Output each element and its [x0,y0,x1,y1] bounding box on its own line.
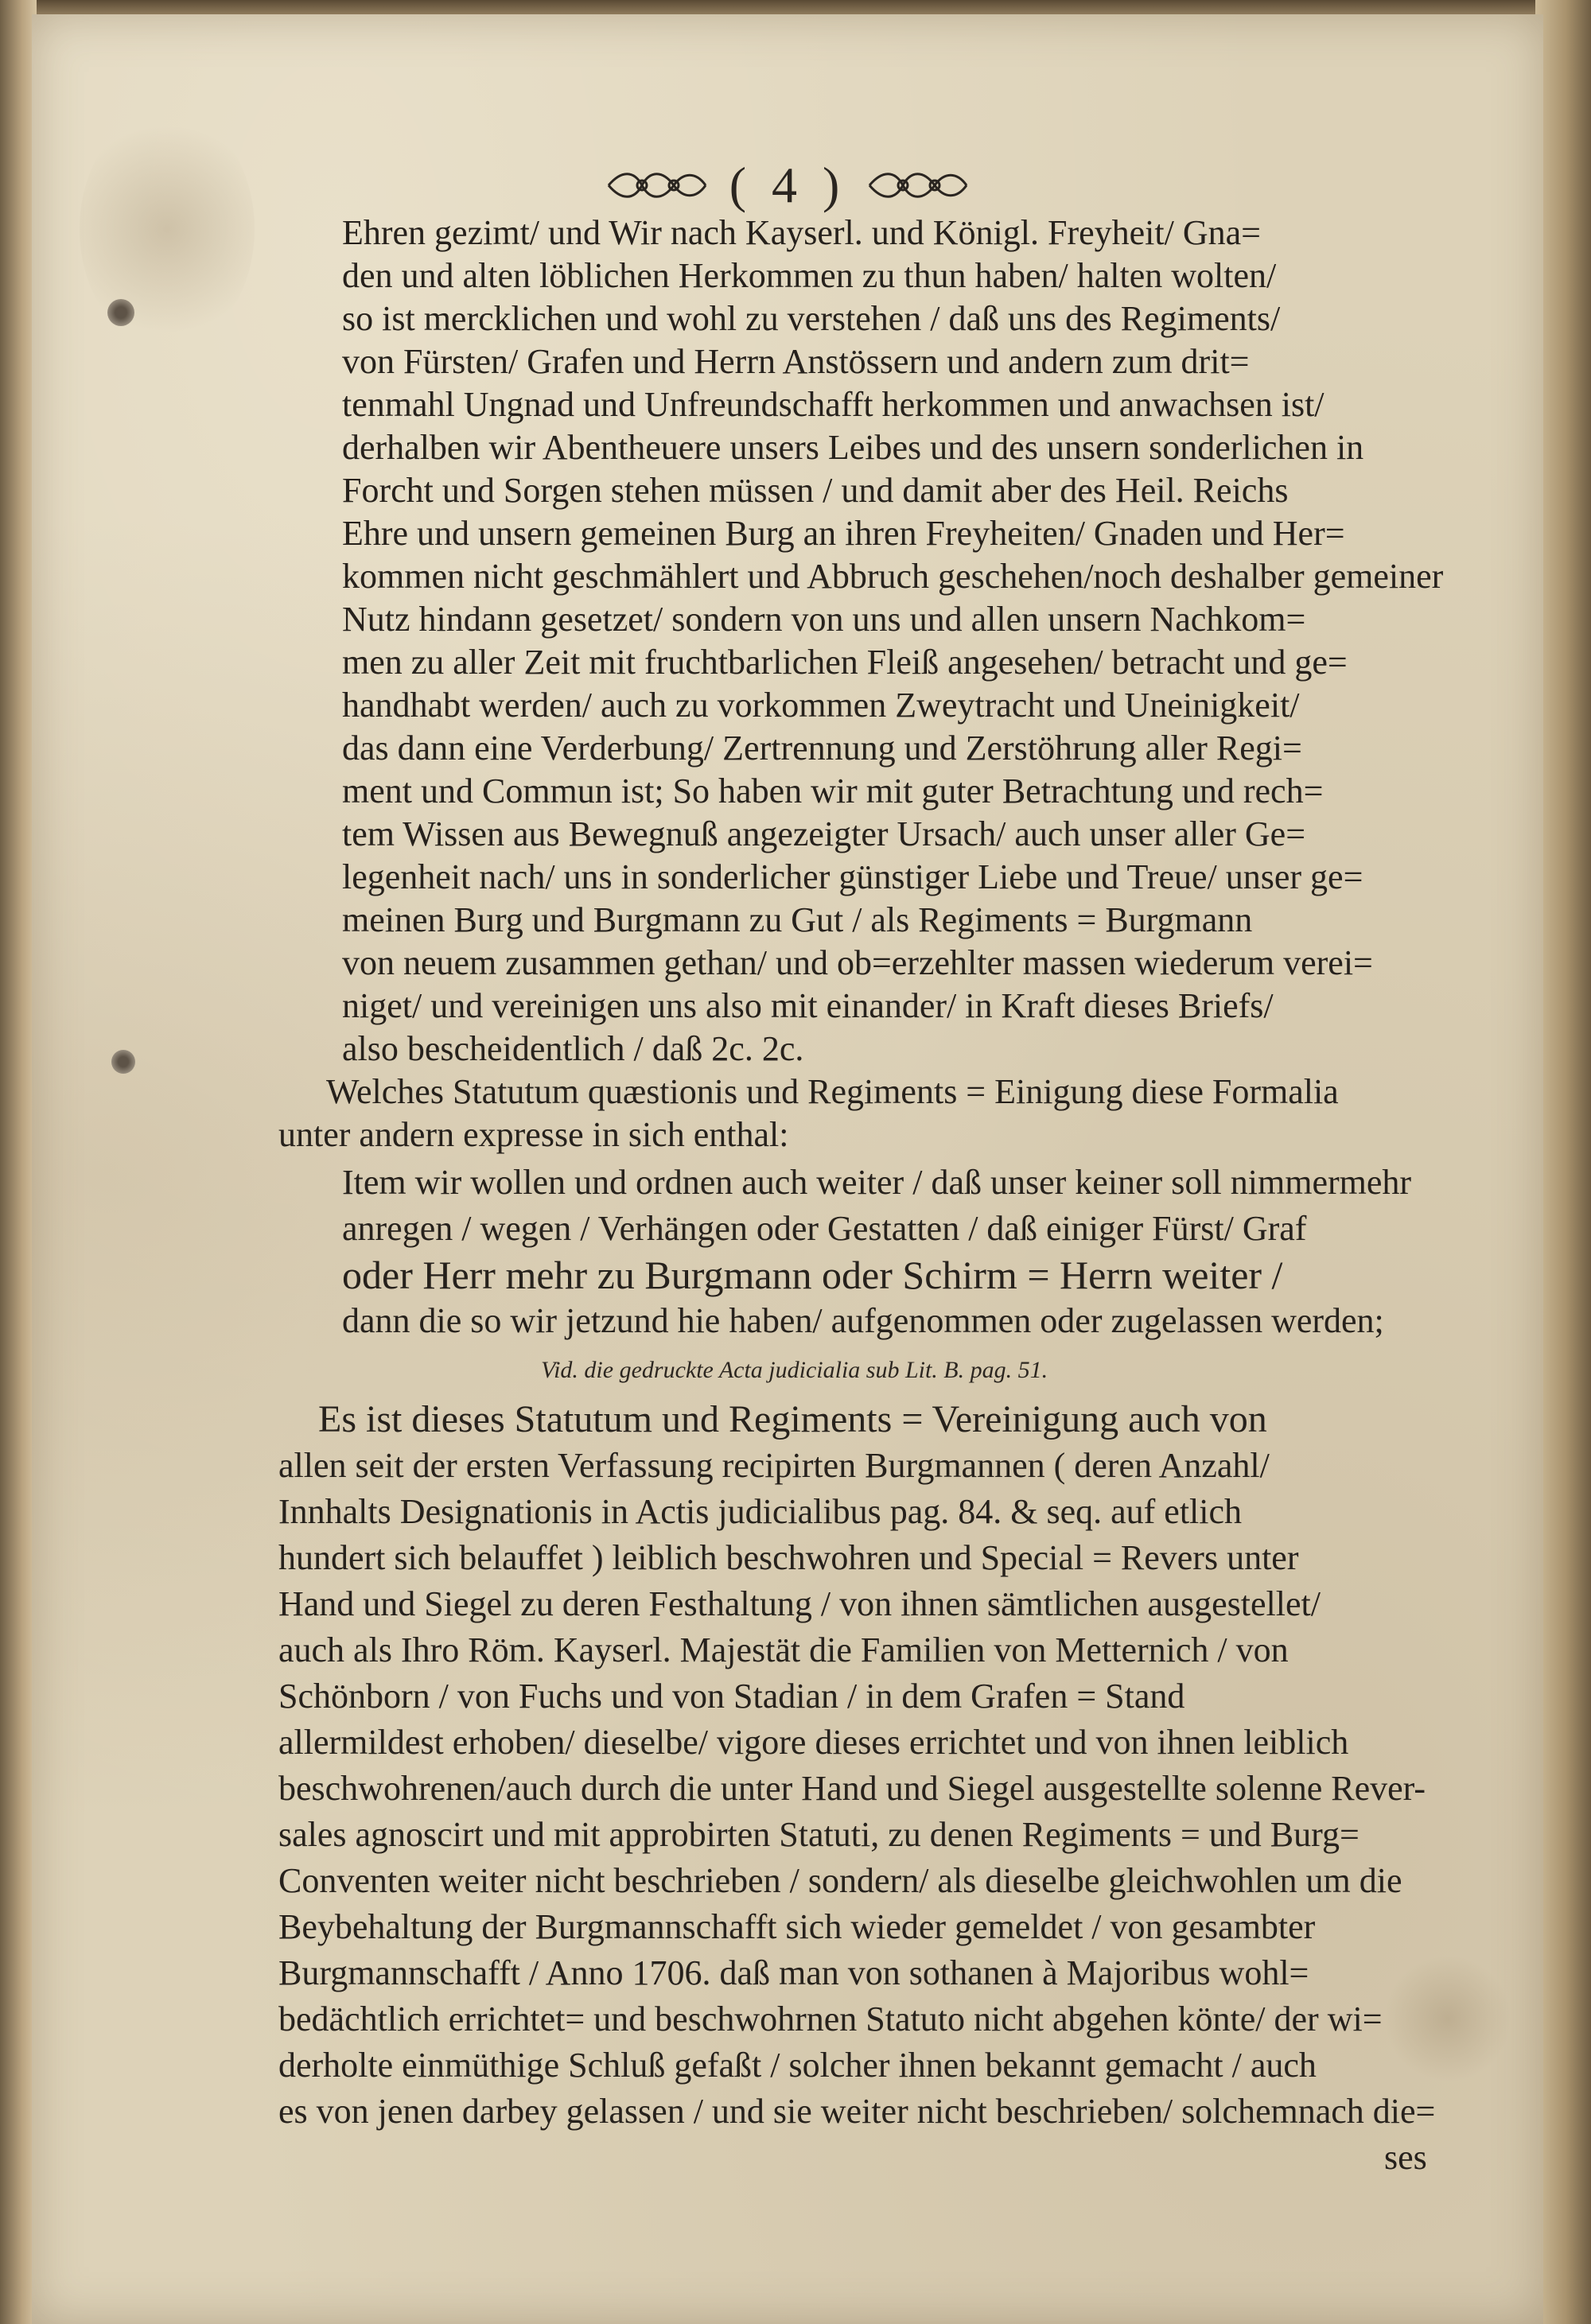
text-line: derhalben wir Abentheuere unsers Leibes und des unsern sonderlichen in [342,428,1364,467]
text-line: tem Wissen aus Bewegnuß angezeigter Ursach/ auch unser aller Ge= [342,814,1306,853]
text-line: unter andern expresse in sich enthal: [278,1115,789,1154]
page-header [32,156,1543,215]
text-line: Es ist dieses Statutum und Regiments = Vereinigung auch von [318,1398,1267,1440]
text-line: kommen nicht geschmählert und Abbruch geschehen/noch deshalber gemeiner [342,557,1444,596]
text-line: sales agnoscirt und mit approbirten Statuti, zu denen Regiments = und Burg= [278,1815,1360,1854]
text-line: niget/ und vereinigen uns also mit einander/ in Kraft dieses Briefs/ [342,986,1274,1025]
text-line: von Fürsten/ Grafen und Herrn Anstössern und andern zum drit= [342,342,1250,381]
page-number: ( 4 ) [729,157,846,213]
text-line: men zu aller Zeit mit fruchtbarlichen Fleiß angesehen/ betracht und ge= [342,643,1348,682]
text-line: es von jenen darbey gelassen / und sie weiter nicht beschrieben/ solchemnach die= [278,2092,1436,2131]
text-line: oder Herr mehr zu Burgmann oder Schirm = Herrn weiter / [342,1253,1283,1297]
paper-sheet [32,14,1543,2324]
text-line: hundert sich belauffet ) leiblich beschwohren und Special = Revers unter [278,1538,1299,1577]
ornament-left-icon [605,164,709,207]
text-line: Item wir wollen und ordnen auch weiter / daß unser keiner soll nimmermehr [342,1163,1412,1202]
text-line: bedächtlich errichtet= und beschwohrnen Statuto nicht abgehen könte/ der wi= [278,1999,1383,2038]
text-line: Ehre und unsern gemeinen Burg an ihren Freyheiten/ Gnaden und Her= [342,514,1345,553]
text-line: allen seit der ersten Verfassung recipirten Burgmannen ( deren Anzahl/ [278,1446,1270,1485]
ornament-right-icon [866,164,970,207]
text-line: derholte einmüthige Schluß gefaßt / solcher ihnen bekannt gemacht / auch [278,2046,1317,2085]
text-line: so ist mercklichen und wohl zu verstehen / daß uns des Regiments/ [342,299,1281,338]
text-line: Ehren gezimt/ und Wir nach Kayserl. und Königl. Freyheit/ Gna= [342,213,1261,252]
text-line: also bescheidentlich / daß 2c. 2c. [342,1029,804,1068]
text-line: das dann eine Verderbung/ Zertrennung und Zerstöhrung aller Regi= [342,729,1302,768]
text-line: ment und Commun ist; So haben wir mit guter Betrachtung und rech= [342,771,1324,810]
book-right-edge [1535,0,1591,2324]
text-line: Forcht und Sorgen stehen müssen / und damit aber des Heil. Reichs [342,471,1289,510]
text-line: meinen Burg und Burgmann zu Gut / als Regiments = Burgmann [342,900,1253,939]
text-line: legenheit nach/ uns in sonderlicher günstiger Liebe und Treue/ unser ge= [342,857,1363,896]
text-line: Beybehaltung der Burgmannschafft sich wieder gemeldet / von gesambter [278,1907,1316,1946]
text-line: tenmahl Ungnad und Unfreundschafft herkommen und anwachsen ist/ [342,385,1325,424]
text-line: Nutz hindann gesetzet/ sondern von uns und allen unsern Nachkom= [342,600,1306,639]
text-line: Schönborn / von Fuchs und von Stadian / in dem Grafen = Stand [278,1677,1185,1716]
text-line: anregen / wegen / Verhängen oder Gestatten / daß einiger Fürst/ Graf [342,1209,1307,1248]
text-line: allermildest erhoben/ dieselbe/ vigore dieses errichtet und von ihnen leiblich [278,1723,1349,1762]
text-line: Welches Statutum quæstionis und Regiments = Einigung diese Formalia [326,1072,1339,1111]
text-line: auch als Ihro Röm. Kayserl. Majestät die Familien von Metternich / von [278,1630,1289,1669]
text-line: den und alten löblichen Herkommen zu thun haben/ halten wolten/ [342,256,1277,295]
paper-stain [80,110,255,348]
text-line: Hand und Siegel zu deren Festhaltung / von ihnen sämtlichen ausgestellet/ [278,1584,1321,1623]
text-line: dann die so wir jetzund hie haben/ aufgenommen oder zugelassen werden; [342,1301,1384,1340]
text-line: Burgmannschafft / Anno 1706. daß man von sothanen à Majoribus wohl= [278,1953,1309,1992]
paper-stain [1384,1955,1511,2082]
text-line: Innhalts Designationis in Actis judicialibus pag. 84. & seq. auf etlich [278,1492,1243,1531]
text-line: handhabt werden/ auch zu vorkommen Zweytracht und Uneinigkeit/ [342,686,1300,725]
text-line: von neuem zusammen gethan/ und ob=erzehlter massen wiederum verei= [342,943,1373,982]
text-line: Conventen weiter nicht beschrieben / sondern/ als dieselbe gleichwohlen um die [278,1861,1402,1900]
citation: Vid. die gedruckte Acta judicialia sub Lit. B. pag. 51. [541,1357,1048,1383]
binding-hole [111,1050,135,1074]
text-line: beschwohrenen/auch durch die unter Hand und Siegel ausgestellte solenne Rever- [278,1769,1426,1808]
catchword: ses [1384,2138,1427,2177]
